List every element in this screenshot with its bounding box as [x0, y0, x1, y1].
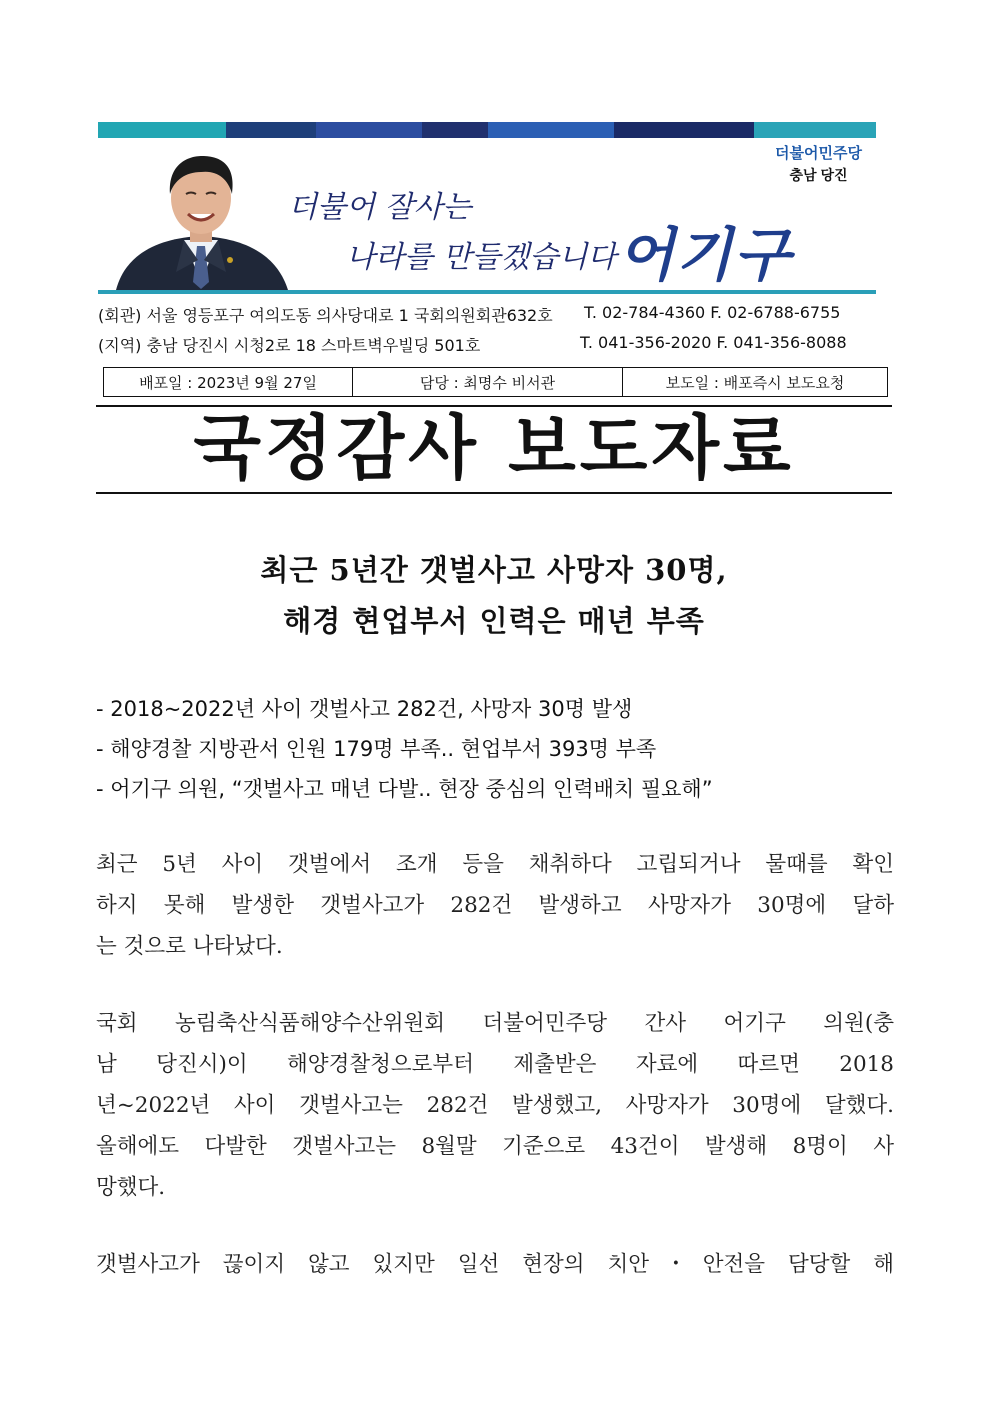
slogan-line-1: 더불어 잘사는: [288, 190, 472, 225]
page-title: 국정감사 보도자료: [193, 407, 795, 489]
summary-bullet: - 해양경찰 지방관서 인원 179명 부족.. 현업부서 393명 부족: [96, 737, 657, 761]
header-banner: [98, 122, 876, 294]
local-contact: T. 041-356-2020 F. 041-356-8088: [580, 333, 847, 352]
signature: 어기구: [618, 221, 793, 289]
release-date: 배포일 : 2023년 9월 27일: [139, 373, 317, 392]
summary-bullet: - 2018~2022년 사이 갯벌사고 282건, 사망자 30명 발생: [96, 697, 633, 721]
office-address: [98, 303, 841, 326]
banner-bottom-line: [98, 290, 876, 294]
headline-line-2: 해경 현업부서 인력은 매년 부족: [283, 604, 705, 638]
release-info-table: [103, 367, 888, 397]
title-rule-bottom: [96, 492, 892, 494]
paragraph-line: 최근 5년 사이 갯벌에서 조개 등을 채취하다 고립되거나 물때를 확인: [96, 852, 894, 877]
politician-portrait: [106, 142, 296, 290]
embargo-info: 보도일 : 배포즉시 보도요청: [622, 368, 887, 396]
party-region: 충남 당진: [789, 167, 848, 183]
contact-person: 담당 : 최명수 비서관: [352, 368, 622, 396]
paragraph-line: 국회 농림축산식품해양수산위원회 더불어민주당 간사 어기구 의원(충: [96, 1011, 894, 1036]
paragraph-line: 갯벌사고가 끊이지 않고 있지만 일선 현장의 치안・안전을 담당할 해: [96, 1252, 894, 1277]
office-contact: T. 02-784-4360 F. 02-6788-6755: [584, 303, 841, 322]
slogan-line-2: 나라를 만들겠습니다: [346, 240, 617, 275]
headline-line-1: 최근 5년간 갯벌사고 사망자 30명,: [260, 553, 728, 587]
paragraph-line: 년~2022년 사이 갯벌사고는 282건 발생했고, 사망자가 30명에 달했다.: [96, 1093, 894, 1118]
party-logo: [775, 142, 862, 185]
paragraph-line: 올해에도 다발한 갯벌사고는 8월말 기준으로 43건이 발생해 8명이 사: [96, 1134, 894, 1159]
summary-bullet: - 어기구 의원, “갯벌사고 매년 다발.. 현장 중심의 인력배치 필요해”: [96, 777, 713, 801]
banner-color-stripe: [98, 122, 876, 138]
banner-body: [98, 138, 876, 290]
paragraph-line: 망했다.: [96, 1175, 166, 1200]
body-paragraph: [96, 1244, 894, 1285]
local-address: [98, 333, 847, 356]
paragraph-line: 남 당진시)이 해양경찰청으로부터 제출받은 자료에 따르면 2018: [96, 1052, 894, 1077]
office-address-text: (회관) 서울 영등포구 여의도동 의사당대로 1 국회의원회관632호: [98, 306, 553, 325]
body-paragraph: [96, 844, 894, 967]
paragraph-line: 하지 못해 발생한 갯벌사고가 282건 발생하고 사망자가 30명에 달하: [96, 893, 894, 918]
paragraph-line: 는 것으로 나타났다.: [96, 934, 283, 959]
party-name: 더불어민주당: [775, 145, 862, 162]
local-address-text: (지역) 충남 당진시 시청2로 18 스마트벽우빌딩 501호: [98, 336, 481, 355]
body-paragraph: [96, 1003, 894, 1208]
